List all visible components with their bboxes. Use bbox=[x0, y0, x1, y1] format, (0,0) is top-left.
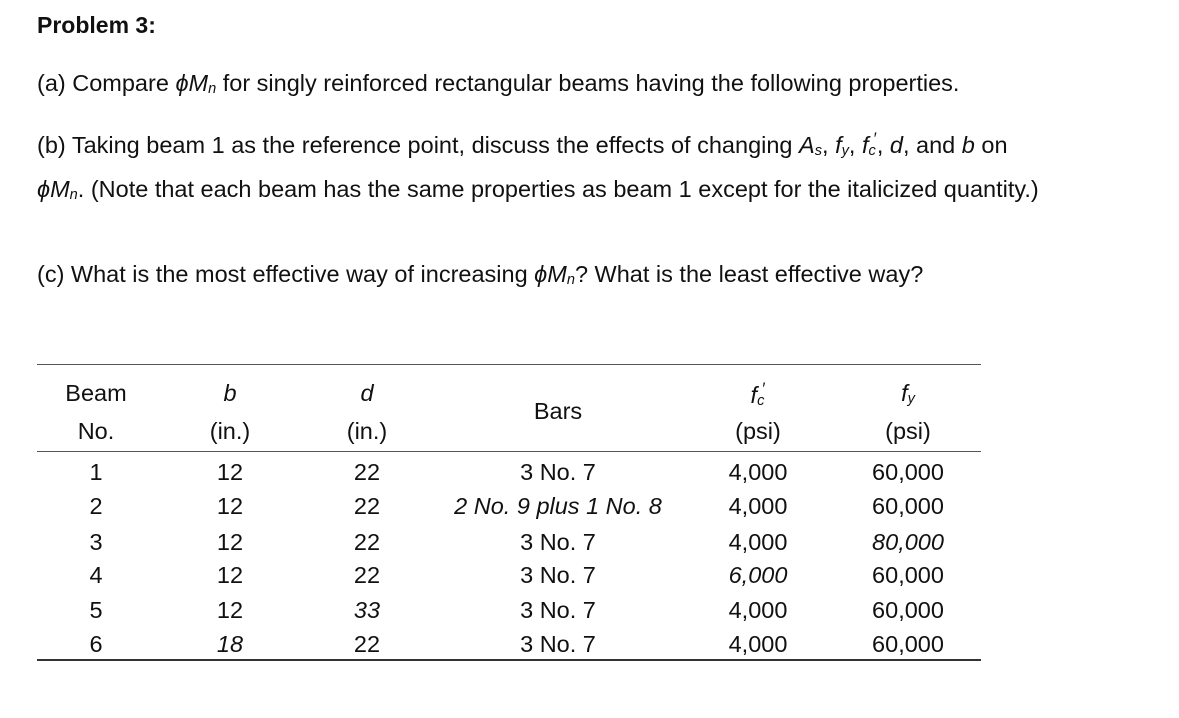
row5-d: 33 bbox=[353, 597, 381, 623]
row2-d: 22 bbox=[353, 493, 381, 519]
header-b-unit: (in.) bbox=[209, 418, 251, 444]
header-fy: fy bbox=[901, 380, 915, 408]
row2-fy: 60,000 bbox=[872, 493, 944, 519]
row2-no: 2 bbox=[89, 493, 103, 519]
row3-b: 12 bbox=[216, 529, 244, 555]
row1-bars: 3 No. 7 bbox=[520, 459, 596, 485]
row1-b: 12 bbox=[216, 459, 244, 485]
row5-b: 12 bbox=[216, 597, 244, 623]
row6-d: 22 bbox=[353, 631, 381, 657]
row6-b: 18 bbox=[216, 631, 244, 657]
header-fy-unit: (psi) bbox=[885, 418, 931, 444]
row3-fy: 80,000 bbox=[872, 529, 944, 555]
part-b-text: (b) Taking beam 1 as the reference point, discuss the effects of changing As, fy, fc′, d, and b on ϕMn. (Note that each beam has the same properties as beam 1 except for the italicized quantity.) bbox=[37, 130, 1039, 204]
row4-b: 12 bbox=[216, 562, 244, 588]
row4-fy: 60,000 bbox=[872, 562, 944, 588]
header-d: d bbox=[360, 380, 374, 406]
row1-fc: 4,000 bbox=[728, 459, 788, 485]
row5-fy: 60,000 bbox=[872, 597, 944, 623]
row5-fc: 4,000 bbox=[728, 597, 788, 623]
row5-no: 5 bbox=[89, 597, 103, 623]
row2-bars: 2 No. 9 plus 1 No. 8 bbox=[454, 493, 662, 519]
row4-fc: 6,000 bbox=[728, 562, 788, 588]
part-c-text: (c) What is the most effective way of increasing ϕMn? What is the least effective way? bbox=[37, 261, 924, 289]
row4-no: 4 bbox=[89, 562, 103, 588]
row2-fc: 4,000 bbox=[728, 493, 788, 519]
header-b: b bbox=[223, 380, 237, 406]
header-no: No. bbox=[77, 418, 115, 444]
row1-no: 1 bbox=[89, 459, 103, 485]
table-header-rule bbox=[37, 451, 981, 452]
row1-d: 22 bbox=[353, 459, 381, 485]
row3-d: 22 bbox=[353, 529, 381, 555]
table-bottom-rule bbox=[37, 659, 981, 661]
header-beam: Beam bbox=[65, 380, 127, 406]
problem-title: Problem 3: bbox=[37, 12, 156, 38]
row3-no: 3 bbox=[89, 529, 103, 555]
row4-bars: 3 No. 7 bbox=[520, 562, 596, 588]
row3-bars: 3 No. 7 bbox=[520, 529, 596, 555]
header-fc-unit: (psi) bbox=[735, 418, 781, 444]
header-bars: Bars bbox=[533, 398, 583, 424]
row4-d: 22 bbox=[353, 562, 381, 588]
part-a-text: (a) Compare ϕMn for singly reinforced rectangular beams having the following properties. bbox=[37, 70, 960, 98]
row2-b: 12 bbox=[216, 493, 244, 519]
header-d-unit: (in.) bbox=[346, 418, 388, 444]
row6-fy: 60,000 bbox=[872, 631, 944, 657]
table-top-rule bbox=[37, 364, 981, 365]
row6-no: 6 bbox=[89, 631, 103, 657]
row6-bars: 3 No. 7 bbox=[520, 631, 596, 657]
row5-bars: 3 No. 7 bbox=[520, 597, 596, 623]
row6-fc: 4,000 bbox=[728, 631, 788, 657]
header-fc: fc′ bbox=[750, 380, 766, 410]
row3-fc: 4,000 bbox=[728, 529, 788, 555]
row1-fy: 60,000 bbox=[872, 459, 944, 485]
